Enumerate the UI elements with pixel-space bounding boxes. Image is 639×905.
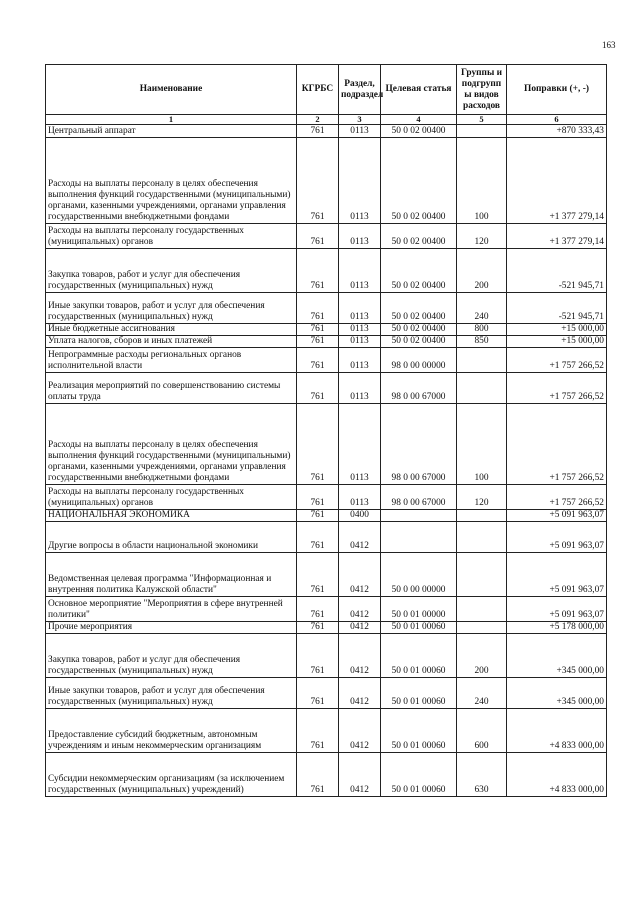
row-kgrbs: 761 xyxy=(297,634,339,678)
row-group: 630 xyxy=(457,753,507,797)
row-name: Закупка товаров, работ и услуг для обеспечения государственных (муниципальных) нужд xyxy=(46,249,297,293)
table-row xyxy=(46,678,607,709)
row-name: Закупка товаров, работ и услуг для обеспечения государственных (муниципальных) нужд xyxy=(46,634,297,678)
row-name: Расходы на выплаты персоналу государственных (муниципальных) органов xyxy=(46,485,297,510)
header-section: Раздел, подраздел xyxy=(339,65,381,115)
row-name: Иные бюджетные ассигнования xyxy=(46,324,297,336)
row-section: 0113 xyxy=(339,249,381,293)
row-section: 0113 xyxy=(339,138,381,224)
table-row xyxy=(46,634,607,678)
row-kgrbs: 761 xyxy=(297,485,339,510)
row-section: 0412 xyxy=(339,753,381,797)
header-kgrbs: КГРБС xyxy=(297,65,339,115)
table-row xyxy=(46,249,607,293)
row-target: 50 0 01 00060 xyxy=(381,753,457,797)
row-kgrbs: 761 xyxy=(297,553,339,597)
row-name: Непрограммные расходы региональных органов исполнительной власти xyxy=(46,348,297,373)
row-kgrbs: 761 xyxy=(297,224,339,249)
header-amendment: Поправки (+, -) xyxy=(507,65,607,115)
row-name: Расходы на выплаты персоналу государственных (муниципальных) органов xyxy=(46,224,297,249)
row-section: 0412 xyxy=(339,553,381,597)
row-amount: +5 178 000,00 xyxy=(507,622,607,634)
row-section: 0113 xyxy=(339,324,381,336)
row-name: Другие вопросы в области национальной экономики xyxy=(46,522,297,553)
table-row xyxy=(46,522,607,553)
row-kgrbs: 761 xyxy=(297,336,339,348)
row-target: 50 0 01 00060 xyxy=(381,678,457,709)
row-name: Предоставление субсидий бюджетным, автономным учреждениям и иным некоммерческим организациям xyxy=(46,709,297,753)
row-amount: -521 945,71 xyxy=(507,293,607,324)
row-group xyxy=(457,553,507,597)
table-row xyxy=(46,485,607,510)
row-group: 200 xyxy=(457,634,507,678)
row-amount: +1 757 266,52 xyxy=(507,404,607,485)
row-amount: +5 091 963,07 xyxy=(507,553,607,597)
row-amount: +345 000,00 xyxy=(507,634,607,678)
row-name: Основное мероприятие "Мероприятия в сфере внутренней политики" xyxy=(46,597,297,622)
row-name: Расходы на выплаты персоналу в целях обеспечения выполнения функций государственными (муниципальными) органами, казенными учреждениями, органами управления государственными внебюджетными фондами xyxy=(46,404,297,485)
header-row xyxy=(46,65,607,115)
header-target: Целевая статья xyxy=(381,65,457,115)
row-name: Прочие мероприятия xyxy=(46,622,297,634)
row-name: Уплата налогов, сборов и иных платежей xyxy=(46,336,297,348)
row-kgrbs: 761 xyxy=(297,373,339,404)
row-target: 50 0 02 00400 xyxy=(381,249,457,293)
table-row xyxy=(46,404,607,485)
table-row xyxy=(46,324,607,336)
row-name: НАЦИОНАЛЬНАЯ ЭКОНОМИКА xyxy=(46,510,297,522)
row-kgrbs: 761 xyxy=(297,293,339,324)
row-target: 50 0 02 00400 xyxy=(381,293,457,324)
row-target: 50 0 01 00060 xyxy=(381,634,457,678)
row-section: 0412 xyxy=(339,622,381,634)
row-name: Реализация мероприятий по совершенствованию системы оплаты труда xyxy=(46,373,297,404)
row-section: 0400 xyxy=(339,510,381,522)
row-target: 50 0 02 00400 xyxy=(381,125,457,138)
row-group xyxy=(457,597,507,622)
row-group xyxy=(457,125,507,138)
row-group: 240 xyxy=(457,293,507,324)
row-amount: +1 757 266,52 xyxy=(507,485,607,510)
row-section: 0113 xyxy=(339,293,381,324)
row-group: 600 xyxy=(457,709,507,753)
row-name: Иные закупки товаров, работ и услуг для обеспечения государственных (муниципальных) нужд xyxy=(46,293,297,324)
row-amount: +1 757 266,52 xyxy=(507,348,607,373)
row-amount: +1 377 279,14 xyxy=(507,138,607,224)
row-name: Субсидии некоммерческим организациям (за исключением государственных (муниципальных) учреждений) xyxy=(46,753,297,797)
row-target: 50 0 02 00400 xyxy=(381,138,457,224)
row-target: 50 0 01 00060 xyxy=(381,622,457,634)
row-section: 0412 xyxy=(339,597,381,622)
row-name: Ведомственная целевая программа "Информационная и внутренняя политика Калужской области" xyxy=(46,553,297,597)
row-amount: +1 757 266,52 xyxy=(507,373,607,404)
table-row xyxy=(46,622,607,634)
row-group xyxy=(457,510,507,522)
row-target: 50 0 01 00000 xyxy=(381,597,457,622)
col-number: 4 xyxy=(381,115,457,125)
column-numbers-row xyxy=(46,115,607,125)
row-group: 200 xyxy=(457,249,507,293)
row-kgrbs: 761 xyxy=(297,324,339,336)
row-kgrbs: 761 xyxy=(297,709,339,753)
table-row xyxy=(46,373,607,404)
table-row xyxy=(46,138,607,224)
row-kgrbs: 761 xyxy=(297,753,339,797)
row-amount: +15 000,00 xyxy=(507,324,607,336)
row-target: 98 0 00 67000 xyxy=(381,485,457,510)
row-group: 100 xyxy=(457,404,507,485)
row-kgrbs: 761 xyxy=(297,125,339,138)
row-kgrbs: 761 xyxy=(297,522,339,553)
row-section: 0113 xyxy=(339,485,381,510)
row-amount: +5 091 963,07 xyxy=(507,510,607,522)
row-group xyxy=(457,522,507,553)
table-row xyxy=(46,336,607,348)
row-amount: +345 000,00 xyxy=(507,678,607,709)
row-amount: +5 091 963,07 xyxy=(507,597,607,622)
row-target: 50 0 02 00400 xyxy=(381,324,457,336)
row-section: 0113 xyxy=(339,404,381,485)
row-group xyxy=(457,373,507,404)
col-number: 3 xyxy=(339,115,381,125)
header-name: Наименование xyxy=(46,65,297,115)
row-section: 0412 xyxy=(339,678,381,709)
row-target: 98 0 00 67000 xyxy=(381,373,457,404)
row-name: Расходы на выплаты персоналу в целях обеспечения выполнения функций государственными (муниципальными) органами, казенными учреждениями, органами управления государственными внебюджетными фондами xyxy=(46,138,297,224)
row-target: 50 0 02 00400 xyxy=(381,224,457,249)
col-number: 1 xyxy=(46,115,297,125)
col-number: 5 xyxy=(457,115,507,125)
row-target xyxy=(381,522,457,553)
row-name: Центральный аппарат xyxy=(46,125,297,138)
table-row xyxy=(46,510,607,522)
row-group xyxy=(457,348,507,373)
row-amount: -521 945,71 xyxy=(507,249,607,293)
row-target xyxy=(381,510,457,522)
budget-table xyxy=(45,64,607,797)
row-section: 0113 xyxy=(339,348,381,373)
row-amount: +15 000,00 xyxy=(507,336,607,348)
row-amount: +4 833 000,00 xyxy=(507,753,607,797)
row-kgrbs: 761 xyxy=(297,138,339,224)
table-row xyxy=(46,293,607,324)
row-amount: +870 333,43 xyxy=(507,125,607,138)
col-number: 2 xyxy=(297,115,339,125)
row-section: 0412 xyxy=(339,634,381,678)
page-number: 163 xyxy=(602,40,616,50)
row-amount: +4 833 000,00 xyxy=(507,709,607,753)
row-section: 0412 xyxy=(339,709,381,753)
table-row xyxy=(46,709,607,753)
row-target: 98 0 00 00000 xyxy=(381,348,457,373)
row-section: 0412 xyxy=(339,522,381,553)
row-target: 98 0 00 67000 xyxy=(381,404,457,485)
row-group: 120 xyxy=(457,224,507,249)
row-kgrbs: 761 xyxy=(297,622,339,634)
row-amount: +1 377 279,14 xyxy=(507,224,607,249)
row-kgrbs: 761 xyxy=(297,348,339,373)
row-group: 800 xyxy=(457,324,507,336)
row-section: 0113 xyxy=(339,373,381,404)
row-kgrbs: 761 xyxy=(297,678,339,709)
row-target: 50 0 00 00000 xyxy=(381,553,457,597)
row-amount: +5 091 963,07 xyxy=(507,522,607,553)
table-row xyxy=(46,753,607,797)
row-group: 100 xyxy=(457,138,507,224)
row-section: 0113 xyxy=(339,336,381,348)
row-kgrbs: 761 xyxy=(297,249,339,293)
row-name: Иные закупки товаров, работ и услуг для обеспечения государственных (муниципальных) нужд xyxy=(46,678,297,709)
row-target: 50 0 01 00060 xyxy=(381,709,457,753)
row-kgrbs: 761 xyxy=(297,510,339,522)
row-section: 0113 xyxy=(339,224,381,249)
row-kgrbs: 761 xyxy=(297,404,339,485)
row-kgrbs: 761 xyxy=(297,597,339,622)
table-row xyxy=(46,224,607,249)
row-group: 120 xyxy=(457,485,507,510)
row-group xyxy=(457,622,507,634)
table-row xyxy=(46,597,607,622)
table-row xyxy=(46,125,607,138)
col-number: 6 xyxy=(507,115,607,125)
row-target: 50 0 02 00400 xyxy=(381,336,457,348)
row-group: 240 xyxy=(457,678,507,709)
table-row xyxy=(46,348,607,373)
header-group: Группы и подгрупп ы видов расходов xyxy=(457,65,507,115)
row-group: 850 xyxy=(457,336,507,348)
row-section: 0113 xyxy=(339,125,381,138)
table-row xyxy=(46,553,607,597)
